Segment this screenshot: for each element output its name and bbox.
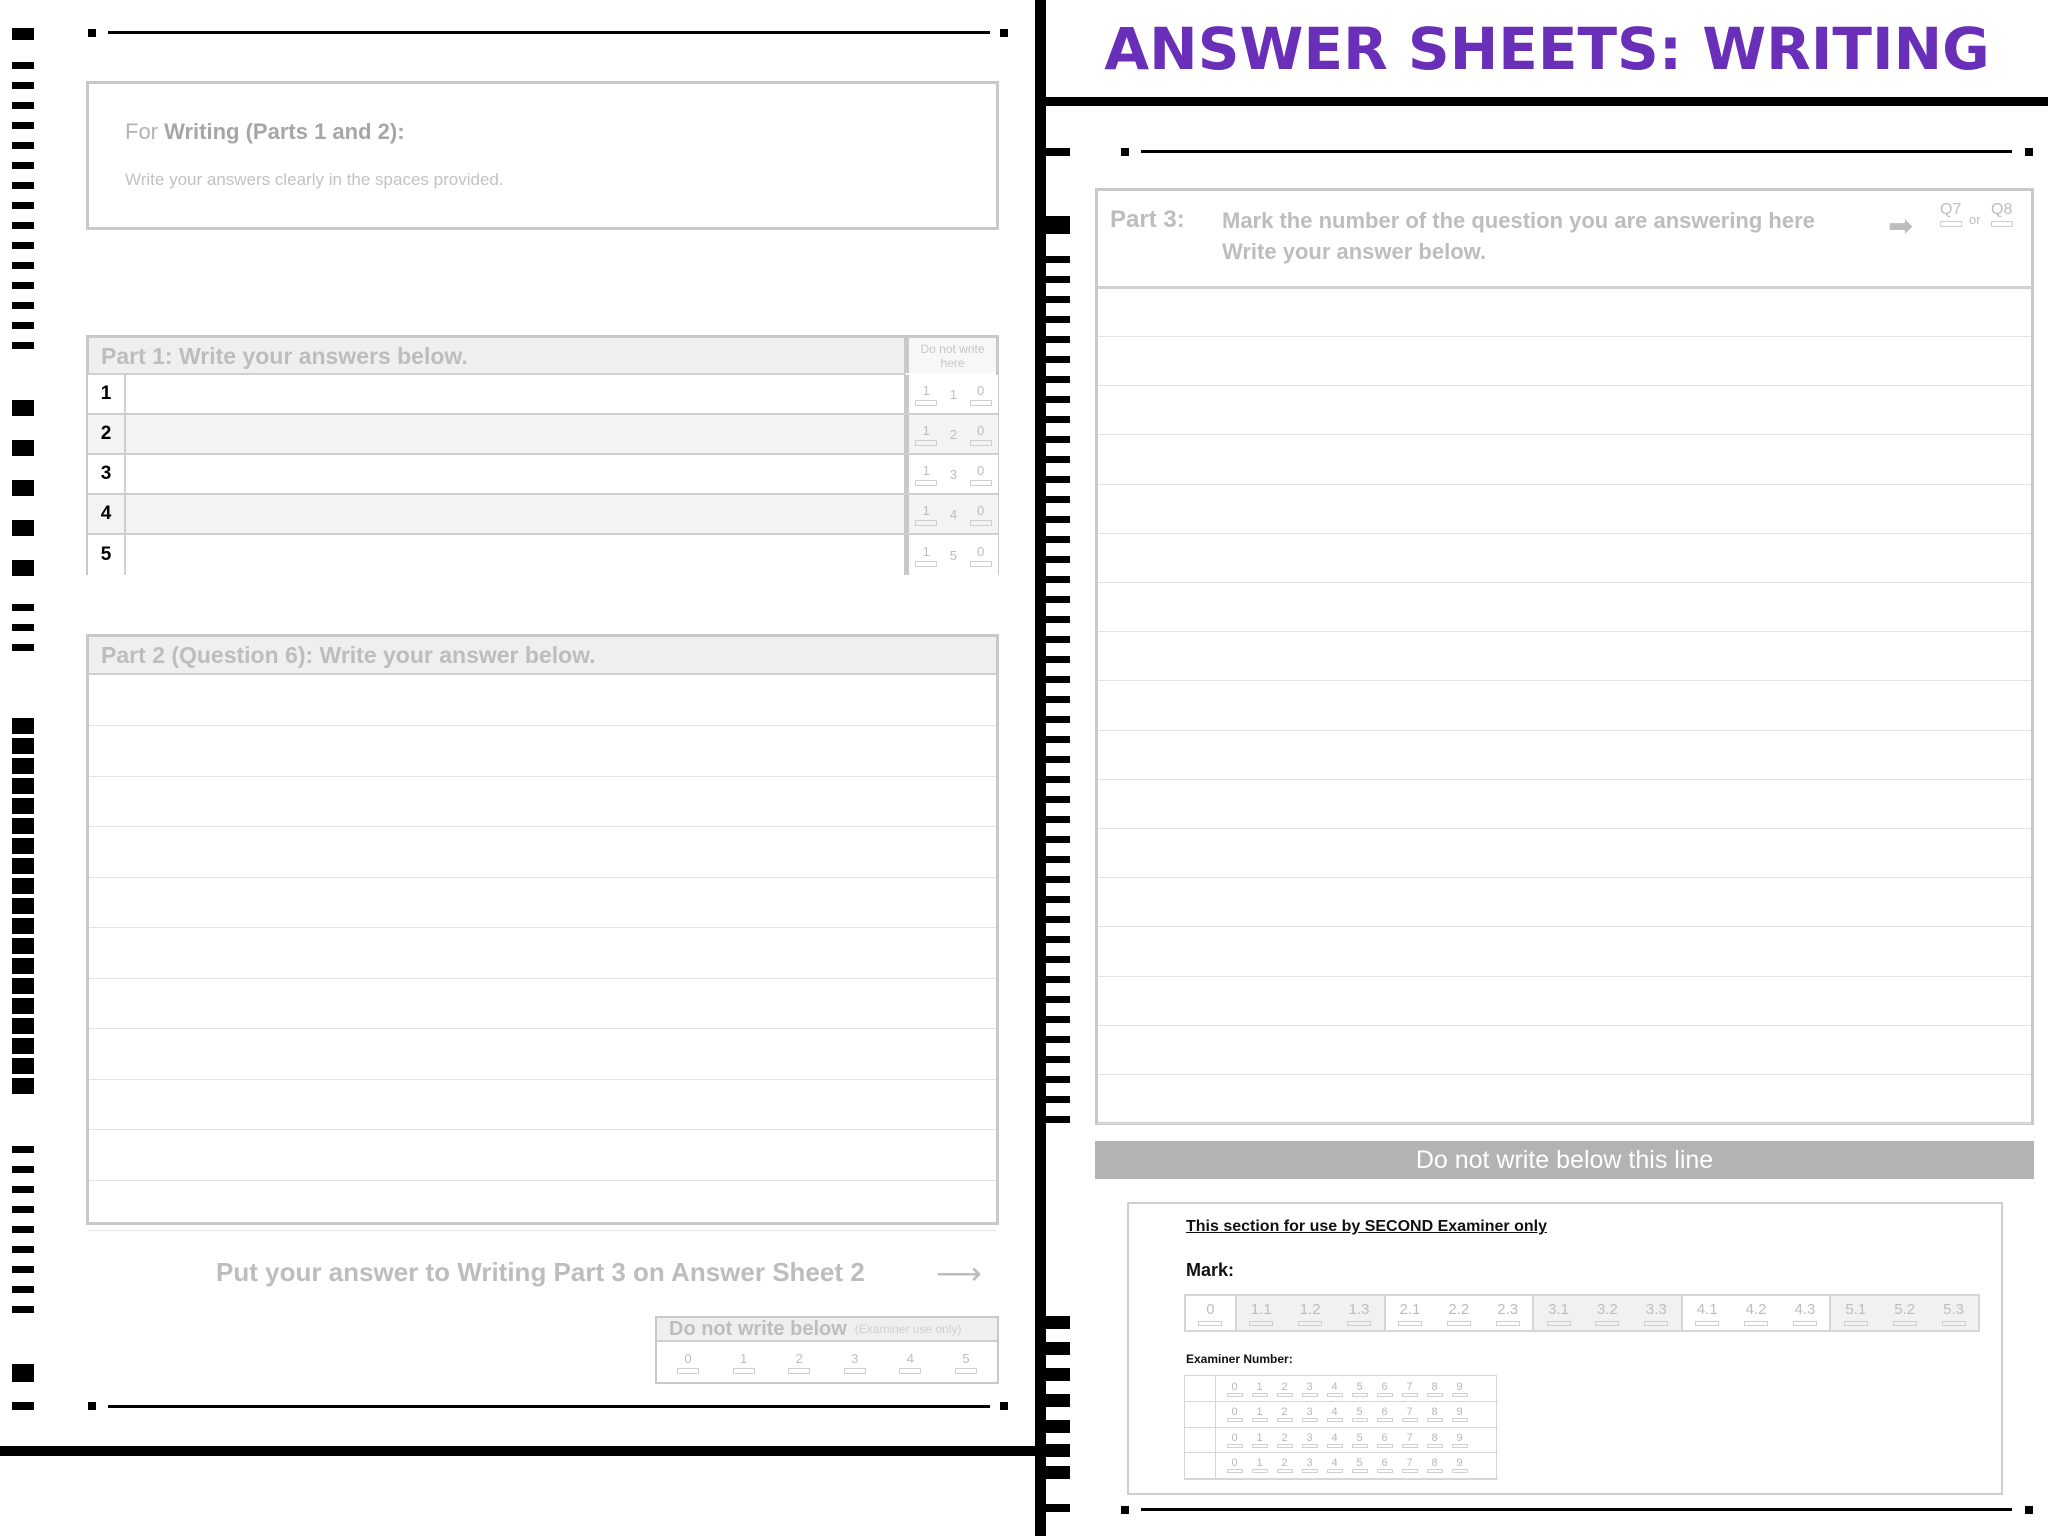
digit-option[interactable]: 9 <box>1451 1432 1468 1448</box>
writing-line[interactable] <box>89 1180 996 1231</box>
part3-label: Part 3: <box>1110 206 1185 233</box>
part1-answer-field[interactable] <box>124 375 904 413</box>
timing-mark <box>1046 416 1070 423</box>
timing-mark <box>1046 1420 1070 1433</box>
intro-title: Writing (Parts 1 and 2): <box>164 119 405 144</box>
or-label: or <box>1969 212 1981 227</box>
timing-mark <box>1046 436 1070 443</box>
writing-line[interactable] <box>1098 731 2031 780</box>
mark-cell: 2 <box>949 426 958 442</box>
timing-mark <box>12 1018 34 1034</box>
timing-mark <box>1046 936 1070 943</box>
mark-option: 3.3 <box>1632 1296 1681 1330</box>
mark-cell: 0 <box>970 463 992 486</box>
timing-mark <box>1046 256 1070 263</box>
digit-option[interactable]: 1 <box>1251 1406 1268 1422</box>
timing-mark <box>1046 1444 1070 1457</box>
part1-question-number: 5 <box>88 535 126 575</box>
timing-mark <box>12 162 34 169</box>
examiner-number-label: Examiner Number: <box>1186 1352 1293 1366</box>
part3-instruction-2: Write your answer below. <box>1222 239 1487 264</box>
part1-answer-field[interactable] <box>124 415 904 453</box>
score-options <box>677 1351 977 1374</box>
sheet2-bottom-rule-dot-right <box>2025 1506 2033 1514</box>
timing-mark <box>1046 976 1070 983</box>
page-title-text: ANSWER SHEETS: WRITING <box>1104 15 1990 83</box>
writing-line[interactable] <box>1098 386 2031 435</box>
digit-option[interactable]: 9 <box>1451 1381 1468 1397</box>
digit-option[interactable]: 4 <box>1326 1406 1343 1422</box>
timing-mark <box>1046 796 1070 803</box>
mark-option: 4.3 <box>1781 1296 1830 1330</box>
mark-label: Mark: <box>1186 1260 1235 1280</box>
part1-header <box>89 338 906 375</box>
digit-option[interactable]: 8 <box>1426 1381 1443 1397</box>
timing-mark <box>1046 676 1070 683</box>
timing-mark <box>1046 456 1070 463</box>
timing-mark <box>1046 148 1070 156</box>
digit-option[interactable]: 1 <box>1251 1457 1268 1473</box>
digit-option[interactable]: 5 <box>1351 1406 1368 1422</box>
timing-mark <box>1046 656 1070 663</box>
timing-mark <box>12 1402 34 1410</box>
put-answer-text: Put your answer to Writing Part 3 on Answer Sheet 2 <box>216 1257 865 1287</box>
arrow-right-icon: ⟶ <box>936 1255 982 1291</box>
digit-option[interactable]: 5 <box>1351 1432 1368 1448</box>
mark-option: 5.3 <box>1929 1296 1978 1330</box>
part1-marking-cells <box>904 495 998 533</box>
score-option: 1 <box>733 1351 755 1374</box>
digit-row-label <box>1185 1453 1216 1478</box>
writing-line[interactable] <box>89 1079 996 1130</box>
part1-question-number: 3 <box>88 455 126 493</box>
writing-line[interactable] <box>1098 337 2031 386</box>
timing-mark <box>1046 996 1070 1003</box>
do-not-write-line-text: Do not write below this line <box>1415 1145 1714 1174</box>
digit-option[interactable]: 1 <box>1251 1432 1268 1448</box>
intro-heading <box>125 119 405 145</box>
do-not-write-below-label: Do not write below <box>669 1317 847 1340</box>
mark-cell: 1 <box>915 503 937 526</box>
q7-option[interactable]: Q7 <box>1940 201 1962 218</box>
score-option: 5 <box>955 1351 977 1374</box>
digit-row-label <box>1185 1427 1216 1452</box>
do-not-write-line-bar <box>1095 1141 2034 1179</box>
timing-mark <box>12 858 34 874</box>
bottom-rule-dot-left <box>88 1402 96 1410</box>
timing-mark <box>1046 696 1070 703</box>
timing-mark <box>1046 516 1070 523</box>
title-underline <box>1046 97 2048 106</box>
writing-line[interactable] <box>1098 682 2031 731</box>
writing-line[interactable] <box>1098 780 2031 829</box>
score-option: 4 <box>899 1351 921 1374</box>
sheet2-top-rule <box>1141 150 2012 153</box>
timing-mark <box>12 142 34 149</box>
timing-mark <box>1046 596 1070 603</box>
timing-mark <box>1046 1504 1070 1512</box>
mark-option: 2.1 <box>1384 1296 1435 1330</box>
writing-line[interactable] <box>89 726 996 777</box>
digit-option[interactable]: 6 <box>1376 1432 1393 1448</box>
writing-line[interactable] <box>89 776 996 827</box>
timing-mark <box>12 1286 34 1293</box>
timing-mark <box>1046 836 1070 843</box>
timing-mark <box>1046 1394 1070 1407</box>
score-option: 2 <box>788 1351 810 1374</box>
digit-option[interactable]: 2 <box>1276 1406 1293 1422</box>
timing-mark <box>12 82 34 89</box>
timing-mark <box>12 1246 34 1253</box>
mark-option: 1.2 <box>1286 1296 1335 1330</box>
timing-mark <box>12 102 34 109</box>
digit-option[interactable]: 4 <box>1326 1432 1343 1448</box>
timing-mark <box>1046 1368 1070 1381</box>
digit-row-label <box>1185 1402 1216 1427</box>
second-examiner-label: This section for use by SECOND Examiner only <box>1186 1218 1547 1235</box>
digit-row <box>1185 1402 1498 1428</box>
q8-bubble[interactable] <box>1991 221 2013 227</box>
timing-mark <box>12 1226 34 1233</box>
part1-answer-field[interactable] <box>124 495 904 533</box>
digit-option[interactable]: 6 <box>1376 1406 1393 1422</box>
bottom-rule-dot-right <box>1000 1402 1008 1410</box>
examiner-use-only-label: (Examiner use only) <box>854 1322 962 1336</box>
timing-mark <box>1046 216 1070 234</box>
intro-prefix: For <box>125 119 158 144</box>
part1-row <box>88 375 998 415</box>
writing-line[interactable] <box>1098 436 2031 485</box>
timing-mark <box>1046 756 1070 763</box>
timing-mark <box>12 998 34 1014</box>
mark-cell: 1 <box>915 423 937 446</box>
timing-mark <box>12 560 34 576</box>
timing-mark <box>12 1078 34 1094</box>
digit-option[interactable]: 8 <box>1426 1432 1443 1448</box>
timing-mark <box>1046 1096 1070 1103</box>
writing-line[interactable] <box>1098 928 2031 977</box>
timing-mark <box>1046 1036 1070 1043</box>
mark-option: 2.2 <box>1434 1296 1483 1330</box>
timing-mark <box>1046 916 1070 923</box>
timing-mark <box>1046 776 1070 783</box>
timing-mark <box>1046 336 1070 343</box>
mark-grid <box>1184 1294 1980 1332</box>
part2-header <box>89 637 996 675</box>
part1-title: Part 1: Write your answers below. <box>101 343 468 369</box>
timing-mark <box>1046 496 1070 503</box>
timing-mark <box>12 624 34 631</box>
part1-marking-cells <box>904 455 998 493</box>
mark-cell: 1 <box>915 383 937 406</box>
writing-line[interactable] <box>1098 1026 2031 1075</box>
part1-question-number: 1 <box>88 375 126 413</box>
timing-mark <box>1046 816 1070 823</box>
writing-line[interactable] <box>1098 534 2031 583</box>
q7-bubble[interactable] <box>1940 221 1962 227</box>
timing-mark <box>12 878 34 894</box>
digit-option[interactable]: 8 <box>1426 1406 1443 1422</box>
examiner-score-header <box>657 1318 997 1342</box>
timing-mark <box>1046 1056 1070 1063</box>
bottom-rule <box>108 1405 990 1408</box>
writing-line[interactable] <box>1098 878 2031 927</box>
part1-row <box>88 535 998 575</box>
mark-option: 1.1 <box>1235 1296 1286 1330</box>
mark-option: 1.3 <box>1335 1296 1384 1330</box>
timing-mark <box>12 440 34 456</box>
part1-answer-field[interactable] <box>124 455 904 493</box>
arrow-right-icon: ➡ <box>1888 210 1914 243</box>
part2-title: Part 2 (Question 6): Write your answer below. <box>101 642 596 668</box>
timing-mark <box>1046 396 1070 403</box>
timing-mark <box>1046 956 1070 963</box>
timing-mark <box>12 798 34 814</box>
mark-option: 3.2 <box>1583 1296 1632 1330</box>
put-answer-instruction <box>216 1257 865 1288</box>
timing-mark <box>12 918 34 934</box>
timing-mark <box>12 322 34 329</box>
digit-option[interactable]: 2 <box>1276 1432 1293 1448</box>
writing-line[interactable] <box>89 877 996 928</box>
sheet2-top-rule-dot-right <box>2025 148 2033 156</box>
timing-mark <box>12 1146 34 1153</box>
timing-mark <box>1046 356 1070 363</box>
part1-marking-cells <box>904 375 998 413</box>
timing-mark <box>12 182 34 189</box>
timing-mark <box>12 644 34 651</box>
timing-mark <box>12 838 34 854</box>
timing-mark <box>12 520 34 536</box>
page-title <box>1046 0 2048 98</box>
writing-line[interactable] <box>89 1029 996 1080</box>
writing-line[interactable] <box>1098 632 2031 681</box>
timing-mark <box>1046 1116 1070 1123</box>
timing-mark <box>12 778 34 794</box>
q8-option[interactable]: Q8 <box>1991 201 2013 218</box>
do-not-write-here-label: Do not write here <box>904 338 996 373</box>
digit-option[interactable]: 9 <box>1451 1457 1468 1473</box>
timing-mark <box>1046 1342 1070 1355</box>
digit-option[interactable]: 7 <box>1401 1432 1418 1448</box>
score-option: 0 <box>677 1351 699 1374</box>
part1-marking-cells <box>904 415 998 453</box>
part1-question-number: 2 <box>88 415 126 453</box>
mark-option: 3.1 <box>1532 1296 1583 1330</box>
mark-cell: 5 <box>949 547 958 563</box>
timing-mark <box>12 898 34 914</box>
digit-option[interactable]: 6 <box>1376 1381 1393 1397</box>
digit-option[interactable]: 0 <box>1226 1457 1243 1473</box>
digit-option[interactable]: 3 <box>1301 1432 1318 1448</box>
part1-marking-cells <box>904 535 998 575</box>
writing-line[interactable] <box>1098 583 2031 632</box>
digit-option[interactable]: 5 <box>1351 1457 1368 1473</box>
digit-option[interactable]: 4 <box>1326 1457 1343 1473</box>
score-option: 3 <box>844 1351 866 1374</box>
writing-line[interactable] <box>89 827 996 878</box>
writing-line[interactable] <box>1098 485 2031 534</box>
writing-line[interactable] <box>1098 977 2031 1026</box>
timing-mark <box>1046 1076 1070 1083</box>
part3-header <box>1098 191 2031 289</box>
mark-option: 4.1 <box>1681 1296 1732 1330</box>
timing-mark <box>1046 876 1070 883</box>
sheet1-bottom-edge <box>0 1446 1035 1456</box>
mark-cell: 1 <box>915 544 937 567</box>
part1-row <box>88 495 998 535</box>
writing-line[interactable] <box>1098 1075 2031 1124</box>
digit-row <box>1185 1427 1498 1453</box>
timing-mark <box>1046 476 1070 483</box>
timing-mark <box>1046 296 1070 303</box>
timing-mark <box>1046 556 1070 563</box>
digit-option[interactable]: 0 <box>1226 1381 1243 1397</box>
writing-line[interactable] <box>89 675 996 726</box>
timing-mark <box>12 604 34 611</box>
answer-sheet-1 <box>0 0 1035 1446</box>
digit-row <box>1185 1376 1498 1402</box>
timing-mark <box>1046 736 1070 743</box>
timing-mark <box>12 758 34 774</box>
timing-mark <box>1046 536 1070 543</box>
digit-row-label <box>1185 1376 1216 1401</box>
mark-option: 5.1 <box>1829 1296 1880 1330</box>
mark-cell: 4 <box>949 506 958 522</box>
timing-mark <box>12 342 34 349</box>
digit-option[interactable]: 3 <box>1301 1381 1318 1397</box>
digit-option[interactable]: 7 <box>1401 1406 1418 1422</box>
timing-mark <box>12 1166 34 1173</box>
timing-mark <box>1046 576 1070 583</box>
digit-option[interactable]: 1 <box>1251 1381 1268 1397</box>
timing-mark <box>12 1186 34 1193</box>
timing-mark <box>1046 376 1070 383</box>
digit-option[interactable]: 5 <box>1351 1381 1368 1397</box>
intro-box <box>86 81 999 230</box>
timing-mark <box>12 202 34 209</box>
timing-mark <box>12 1038 34 1054</box>
top-rule-dot-left <box>88 29 96 37</box>
sheet2-bottom-rule-dot-left <box>1121 1506 1129 1514</box>
timing-mark <box>12 1364 34 1382</box>
mark-cell: 0 <box>970 503 992 526</box>
timing-mark <box>12 738 34 754</box>
examiner-score-box <box>655 1316 999 1384</box>
part1-answer-field[interactable] <box>124 535 904 575</box>
mark-option: 5.2 <box>1880 1296 1929 1330</box>
mark-cell: 3 <box>949 466 958 482</box>
top-rule <box>108 31 990 34</box>
mark-option: 0 <box>1186 1296 1235 1330</box>
mark-cell: 1 <box>915 463 937 486</box>
timing-mark <box>12 400 34 416</box>
timing-mark <box>12 302 34 309</box>
mark-option: 4.2 <box>1732 1296 1781 1330</box>
timing-mark <box>12 1058 34 1074</box>
digit-option[interactable]: 2 <box>1276 1381 1293 1397</box>
mark-cell: 0 <box>970 383 992 406</box>
timing-mark <box>1046 896 1070 903</box>
timing-mark <box>12 222 34 229</box>
digit-option[interactable]: 4 <box>1326 1381 1343 1397</box>
timing-mark <box>12 818 34 834</box>
part1-row <box>88 455 998 495</box>
timing-mark <box>12 242 34 249</box>
writing-line[interactable] <box>89 1130 996 1181</box>
timing-mark <box>1046 276 1070 283</box>
center-divider <box>1035 0 1046 1536</box>
digit-row <box>1185 1453 1498 1479</box>
timing-mark <box>12 1266 34 1273</box>
mark-option: 2.3 <box>1483 1296 1532 1330</box>
timing-mark <box>12 282 34 289</box>
timing-mark <box>12 480 34 496</box>
timing-mark <box>1046 1016 1070 1023</box>
mark-cell: 0 <box>970 544 992 567</box>
part1-question-number: 4 <box>88 495 126 533</box>
writing-line[interactable] <box>1098 829 2031 878</box>
digit-option[interactable]: 3 <box>1301 1457 1318 1473</box>
digit-option[interactable]: 0 <box>1226 1432 1243 1448</box>
part3-instruction-1: Mark the number of the question you are answering here <box>1222 208 1815 233</box>
intro-text: Write your answers clearly in the spaces provided. <box>125 170 504 189</box>
timing-mark <box>12 938 34 954</box>
timing-mark <box>12 1306 34 1313</box>
timing-mark <box>12 718 34 734</box>
digit-option[interactable]: 9 <box>1451 1406 1468 1422</box>
timing-mark <box>12 122 34 129</box>
writing-line[interactable] <box>1098 288 2031 337</box>
digit-option[interactable]: 3 <box>1301 1406 1318 1422</box>
sheet2-top-rule-dot-left <box>1121 148 1129 156</box>
timing-mark <box>12 62 34 69</box>
timing-mark <box>1046 1466 1070 1479</box>
writing-line[interactable] <box>89 978 996 1029</box>
digit-option[interactable]: 0 <box>1226 1406 1243 1422</box>
timing-mark <box>12 28 34 40</box>
timing-mark <box>1046 636 1070 643</box>
writing-line[interactable] <box>89 928 996 979</box>
digit-option[interactable]: 7 <box>1401 1381 1418 1397</box>
mark-cell: 1 <box>949 386 958 402</box>
timing-mark <box>1046 1316 1070 1329</box>
timing-mark <box>12 958 34 974</box>
timing-mark <box>1046 616 1070 623</box>
part1-row <box>88 415 998 455</box>
timing-mark <box>1046 316 1070 323</box>
top-rule-dot-right <box>1000 29 1008 37</box>
mark-cell: 0 <box>970 423 992 446</box>
digit-option[interactable]: 8 <box>1426 1457 1443 1473</box>
digit-option[interactable]: 7 <box>1401 1457 1418 1473</box>
timing-mark <box>1046 856 1070 863</box>
digit-option[interactable]: 6 <box>1376 1457 1393 1473</box>
timing-mark <box>1046 716 1070 723</box>
sheet2-bottom-rule <box>1141 1508 2012 1511</box>
digit-option[interactable]: 2 <box>1276 1457 1293 1473</box>
timing-mark <box>12 262 34 269</box>
timing-mark <box>12 1206 34 1213</box>
timing-mark <box>12 978 34 994</box>
